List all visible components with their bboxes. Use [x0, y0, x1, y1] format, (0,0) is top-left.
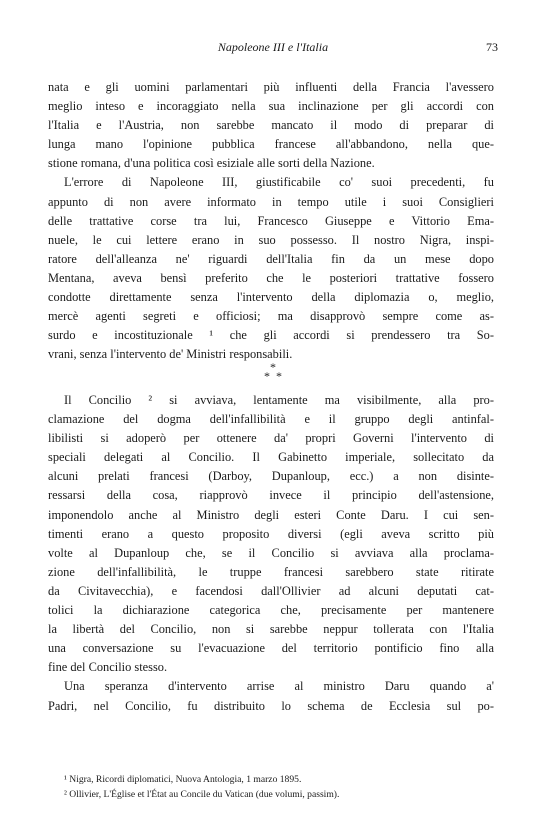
footnote: ¹ Nigra, Ricordi diplomatici, Nuova Antologia, 1 marzo 1895.	[64, 774, 302, 785]
text-line: Mentana, aveva bensì preferito che le posteriori trattative fossero	[48, 270, 494, 285]
paragraph	[48, 78, 494, 173]
text-line: fine del Concilio stesso.	[48, 660, 168, 675]
text-line: ratore dell'alleanza ne' riguardi dell'Italia fin da un mese dopo	[48, 251, 494, 266]
text-line: da Civitavecchia), e facendosi dall'Ollivier ad alcuni deputati cat-	[48, 583, 494, 598]
text-line: vrani, senza l'intervento de' Ministri responsabili.	[48, 347, 293, 362]
text-line: condotte direttamente senza l'intervento della diplomazia o, meglio,	[48, 290, 494, 305]
text-line: timenti erano a questo proposito diversi (egli aveva scritto più	[48, 526, 494, 541]
page-number: 73	[486, 40, 498, 54]
text-line: libilisti si adoperò per ottenere da' propri Governi l'intervento di	[48, 431, 494, 446]
footnote: ² Ollivier, L'Église et l'État au Concile du Vatican (due volumi, passim).	[64, 789, 340, 800]
text-line: ressarsi della cosa, riapprovò invece il principio dell'astensione,	[48, 488, 494, 503]
running-title: Napoleone III e l'Italia	[217, 40, 329, 54]
text-block-lower	[48, 391, 494, 716]
text-line: speciali delegati al Concilio. Il Gabinetto imperiale, sollecitato da	[48, 450, 494, 465]
text-line: surdo e incostituzionale ¹ che gli accordi si prendessero tra So-	[48, 328, 494, 343]
text-line: appunto di non avere informato in tempo utile i suoi Consiglieri	[48, 194, 494, 209]
separator-star: *	[276, 369, 282, 383]
text-line: volte al Dupanloup che, se il Concilio si avviava alla proclama-	[48, 545, 494, 560]
separator-star: *	[264, 369, 270, 383]
paragraph	[48, 677, 494, 715]
text-line: imponendolo anche al Ministro degli esteri Conte Daru. I cui sen-	[48, 507, 494, 522]
text-line: Il Concilio ² si avviava, lentamente ma visibilmente, alla pro-	[64, 393, 494, 407]
text-line: la libertà del Concilio, non si sarebbe neppur tollerata con l'Italia	[48, 622, 494, 637]
text-line: una conversazione su l'evacuazione del territorio pontificio fino alla	[48, 641, 494, 656]
text-line: L'errore di Napoleone III, giustificabile co' suoi precedenti, fu	[64, 175, 494, 190]
text-line: Una speranza d'intervento arrise al ministro Daru quando a'	[64, 679, 494, 694]
text-line: zione dell'infallibilità, le truppe francesi sarebbero state ritirate	[48, 564, 494, 579]
text-line: stione romana, d'una politica così esiziale alle sorti della Nazione.	[48, 156, 375, 171]
page-header	[48, 40, 498, 60]
paragraph	[48, 391, 494, 677]
text-line: nata e gli uomini parlamentari più influenti della Francia l'avessero	[48, 80, 494, 94]
text-line: nuele, le cui lettere erano in suo possesso. Il nostro Nigra, inspi-	[48, 232, 494, 247]
text-line: mercè agenti segreti e officiosi; ma disapprovò sempre come as-	[48, 309, 494, 324]
text-line: Padri, nel Concilio, fu distribuito lo schema de Ecclesia sul po-	[48, 698, 494, 713]
text-block-upper	[48, 78, 494, 364]
text-line: alcuni prelati francesi (Darboy, Dupanloup, ecc.) a non disinte-	[48, 469, 494, 484]
text-line: clamazione del dogma dell'infallibilità e il gruppo degli antinfal-	[48, 412, 494, 427]
text-line: delle trattative corse tra lui, Francesco Giuseppe e Vittorio Ema-	[48, 213, 494, 228]
section-separator	[0, 360, 550, 390]
text-line: lunga mano l'opinione pubblica francese all'abbandono, nella que-	[48, 137, 494, 152]
separator-star: *	[270, 360, 276, 374]
text-line: tolici la dichiarazione categorica che, precisamente per mantenere	[48, 603, 494, 618]
text-line: l'Italia e l'Austria, non sarebbe mancato il modo di preparar di	[48, 118, 494, 133]
footnotes	[64, 772, 494, 802]
text-line: meglio inteso e incoraggiato nella sua inclinazione per gli accordi con	[48, 99, 494, 114]
paragraph	[48, 173, 494, 364]
